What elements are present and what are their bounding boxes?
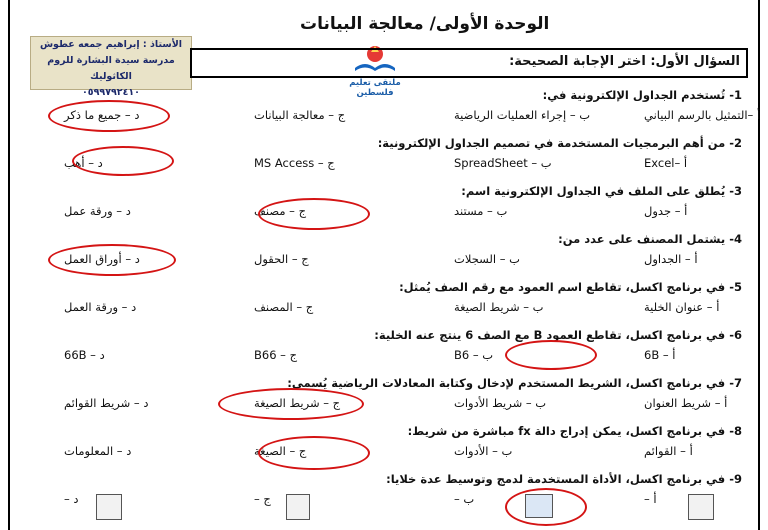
option-d: د – شريط القوائم	[64, 396, 149, 410]
option-a: أ – الجداول	[644, 252, 698, 266]
question-5: 5- في برنامج اكسل، تقاطع اسم العمود مع رقم الصف يُمثل:	[399, 280, 742, 294]
option-b: ب – الأدوات	[454, 444, 513, 458]
option-c: ج – شريط الصيغة	[254, 396, 341, 410]
option-b: ب – B6	[454, 348, 494, 362]
option-d: د – المعلومات	[64, 444, 132, 458]
stamp-line-3: ٠٥٩٩٧٩٢٤١٠	[82, 87, 140, 98]
option-d: د – ورقة العمل	[64, 300, 137, 314]
option-b: ب –	[454, 492, 475, 506]
clear-format-icon	[96, 494, 122, 520]
option-d: د – أهب	[64, 156, 103, 170]
options-row-9	[24, 492, 742, 512]
option-b: ب – إجراء العمليات الرياضية	[454, 108, 591, 122]
option-c: ج – B66	[254, 348, 298, 362]
page-title: الوحدة الأولى/ معالجة البيانات	[300, 14, 550, 34]
stamp-line-1: الأستاذ : إبراهيم جمعه عطوش	[39, 39, 183, 50]
stamp-line-2: مدرسة سيدة البشارة للروم الكاثوليك	[47, 55, 175, 82]
sort-az-icon	[286, 494, 310, 520]
logo-caption: ملتقى تعليم فلسطين	[349, 78, 401, 98]
option-a: أ – 6B	[644, 348, 676, 362]
options-row-3	[24, 204, 742, 224]
options-row-7	[24, 396, 742, 416]
merge-center-icon	[525, 494, 553, 518]
section-title: السؤال الأول: اختر الإجابة الصحيحة:	[190, 48, 748, 78]
option-c: ج – MS Access	[254, 156, 335, 170]
question-8: 8- في برنامج اكسل، يمكن إدراج دالة fx مباشرة من شريط:	[407, 424, 742, 438]
option-a: أ –Excel	[644, 156, 688, 170]
option-c: ج – مصنف	[254, 204, 306, 218]
option-a: أ – القوائم	[644, 444, 693, 458]
question-4: 4- يشتمل المصنف على عدد من:	[558, 232, 742, 246]
option-a: أ –التمثيل بالرسم البياني	[644, 108, 761, 122]
question-6: 6- في برنامج اكسل، تقاطع العمود B مع الصف 6 ينتج عنه الخلية:	[374, 328, 742, 342]
options-row-5	[24, 300, 742, 320]
answer-oval-2	[72, 146, 174, 176]
question-2: 2- من أهم البرمجيات المستخدمة في تصميم الجداول الإلكترونية:	[377, 136, 742, 150]
option-d: د – 66B	[64, 348, 105, 362]
option-d: د – ورقة عمل	[64, 204, 131, 218]
answer-oval-1	[48, 100, 170, 132]
question-7: 7- في برنامج اكسل، الشريط المستخدم لإدخال وكتابة المعادلات الرياضية يُسمى:	[287, 376, 742, 390]
answer-oval-6	[505, 340, 597, 370]
option-b: ب – شريط الأدوات	[454, 396, 547, 410]
option-b: ب – SpreadSheet	[454, 156, 552, 170]
answer-oval-7	[218, 388, 364, 420]
option-b: ب – شريط الصيغة	[454, 300, 544, 314]
option-b: ب – السجلات	[454, 252, 520, 266]
option-c: ج – الصيغة	[254, 444, 307, 458]
option-d: د – جميع ما ذكر	[64, 108, 140, 122]
answer-oval-8	[258, 436, 370, 470]
question-3: 3- يُطلق على الملف في الجداول الإلكترونية اسم:	[461, 184, 742, 198]
answer-oval-3	[258, 198, 370, 230]
insert-table-icon	[688, 494, 714, 520]
option-c: ج –	[254, 492, 271, 506]
option-c: ج – الحقول	[254, 252, 309, 266]
option-a: أ – شريط العنوان	[644, 396, 728, 410]
question-1: 1- تُستخدم الجداول الإلكترونية في:	[542, 88, 742, 102]
option-d: د –	[64, 492, 79, 506]
options-row-6	[24, 348, 742, 368]
option-a: أ –	[644, 492, 657, 506]
teacher-stamp	[30, 36, 192, 98]
option-c: ج – معالجة البيانات	[254, 108, 346, 122]
question-9: 9- في برنامج اكسل، الأداة المستخدمة لدمج وتوسيط عدة خلايا:	[386, 472, 742, 486]
option-a: أ – جدول	[644, 204, 688, 218]
answer-oval-4	[48, 244, 176, 276]
option-c: ج – المصنف	[254, 300, 314, 314]
option-b: ب – مستند	[454, 204, 508, 218]
options-row-8	[24, 444, 742, 464]
option-d: د – أوراق العمل	[64, 252, 140, 266]
option-a: أ – عنوان الخلية	[644, 300, 720, 314]
